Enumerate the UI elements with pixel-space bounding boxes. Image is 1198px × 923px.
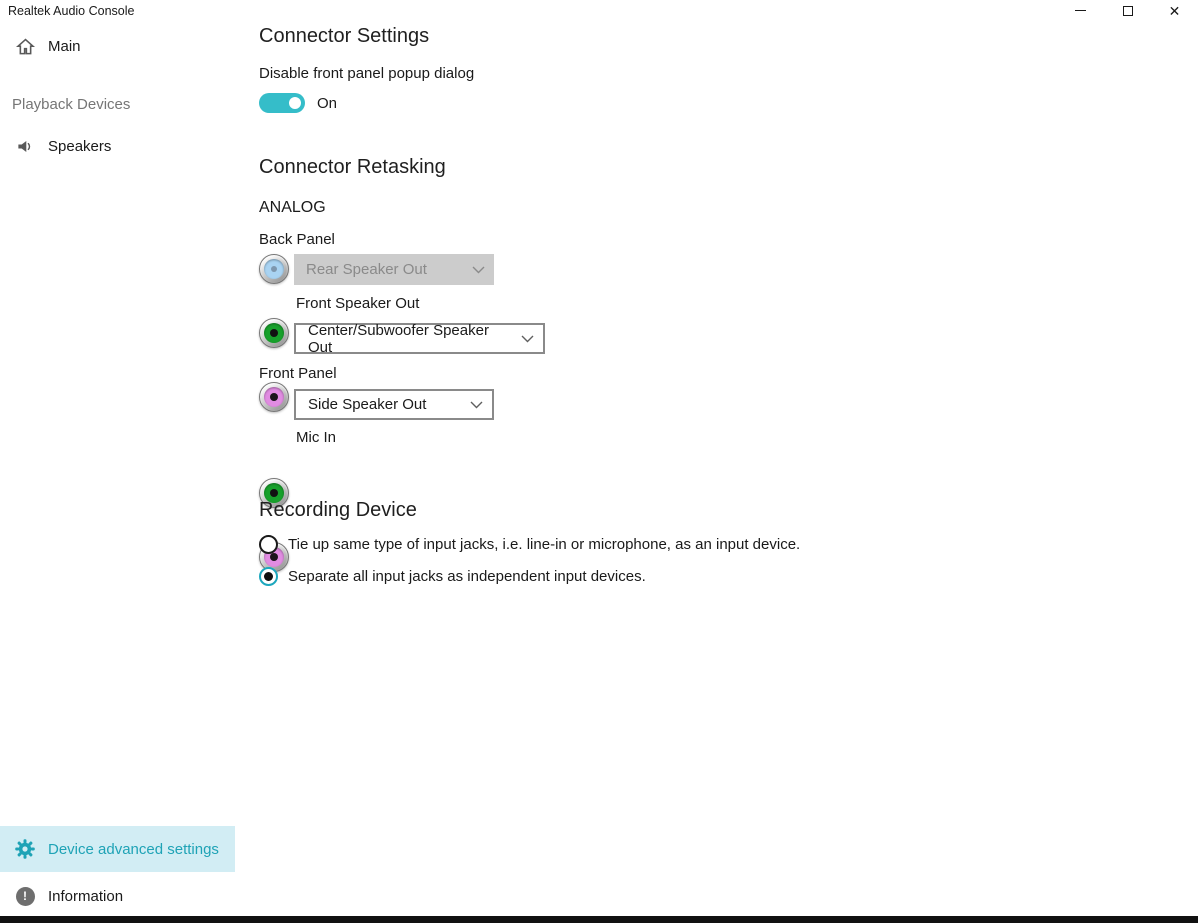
audio-jack-blue-icon	[259, 254, 289, 284]
speaker-icon	[15, 136, 35, 156]
recording-device-heading: Recording Device	[259, 499, 417, 521]
dropdown-value: Rear Speaker Out	[306, 261, 427, 278]
chevron-down-icon	[521, 335, 534, 343]
close-icon: ✕	[1168, 3, 1181, 19]
front-panel-label: Front Panel	[259, 365, 337, 382]
sidebar-item-device-advanced-settings[interactable]	[0, 826, 235, 872]
sidebar-item-main[interactable]	[0, 31, 235, 61]
minimize-icon	[1075, 10, 1086, 11]
toggle-knob	[289, 97, 301, 109]
dropdown-value: Center/Subwoofer Speaker Out	[308, 321, 489, 356]
mic-in-label: Mic In	[296, 429, 337, 446]
info-icon: !	[15, 886, 35, 906]
audio-jack-green-icon	[259, 318, 289, 348]
audio-jack-pink-icon	[259, 382, 289, 412]
dropdown-value: Side Speaker Out	[308, 396, 427, 413]
side-speaker-out-dropdown[interactable]	[294, 389, 494, 420]
sidebar-item-label: Speakers	[48, 137, 112, 155]
radio-option-label: Tie up same type of input jacks, i.e. line-in or microphone, as an input device.	[288, 536, 801, 553]
gear-icon	[15, 839, 35, 859]
toggle-state-label: On	[317, 95, 338, 112]
radio-option-separate-jacks[interactable]	[259, 567, 646, 586]
connector-settings-heading: Connector Settings	[259, 25, 430, 47]
back-panel-label: Back Panel	[259, 231, 335, 248]
sidebar-item-speakers[interactable]	[0, 131, 235, 161]
window-title: Realtek Audio Console	[8, 4, 135, 18]
minimize-button[interactable]	[1057, 0, 1104, 28]
radio-unchecked-icon[interactable]	[259, 535, 278, 554]
sidebar-item-label: Device advanced settings	[48, 840, 219, 858]
center-subwoofer-dropdown[interactable]	[294, 323, 545, 354]
sidebar-item-information[interactable]	[0, 874, 235, 918]
analog-group-label: ANALOG	[259, 199, 326, 216]
home-icon	[15, 36, 35, 56]
radio-checked-icon[interactable]	[259, 567, 278, 586]
front-panel-popup-toggle[interactable]	[259, 93, 305, 113]
disable-front-panel-popup-label: Disable front panel popup dialog	[259, 65, 475, 82]
maximize-icon	[1123, 6, 1133, 16]
maximize-button[interactable]	[1104, 0, 1151, 28]
front-speaker-out-label: Front Speaker Out	[296, 295, 420, 312]
chevron-down-icon	[472, 266, 485, 274]
rear-speaker-out-dropdown	[294, 254, 494, 285]
connector-retasking-heading: Connector Retasking	[259, 156, 446, 178]
sidebar-item-label: Main	[48, 37, 81, 55]
bottom-screen-edge	[0, 916, 1198, 923]
radio-option-tie-up-jacks[interactable]	[259, 535, 800, 554]
chevron-down-icon	[470, 401, 483, 409]
close-button[interactable]	[1151, 0, 1198, 28]
window-controls	[1057, 0, 1198, 28]
sidebar-section-playback-devices: Playback Devices	[12, 96, 131, 113]
sidebar-item-label: Information	[48, 887, 124, 905]
radio-option-label: Separate all input jacks as independent input devices.	[288, 568, 646, 585]
